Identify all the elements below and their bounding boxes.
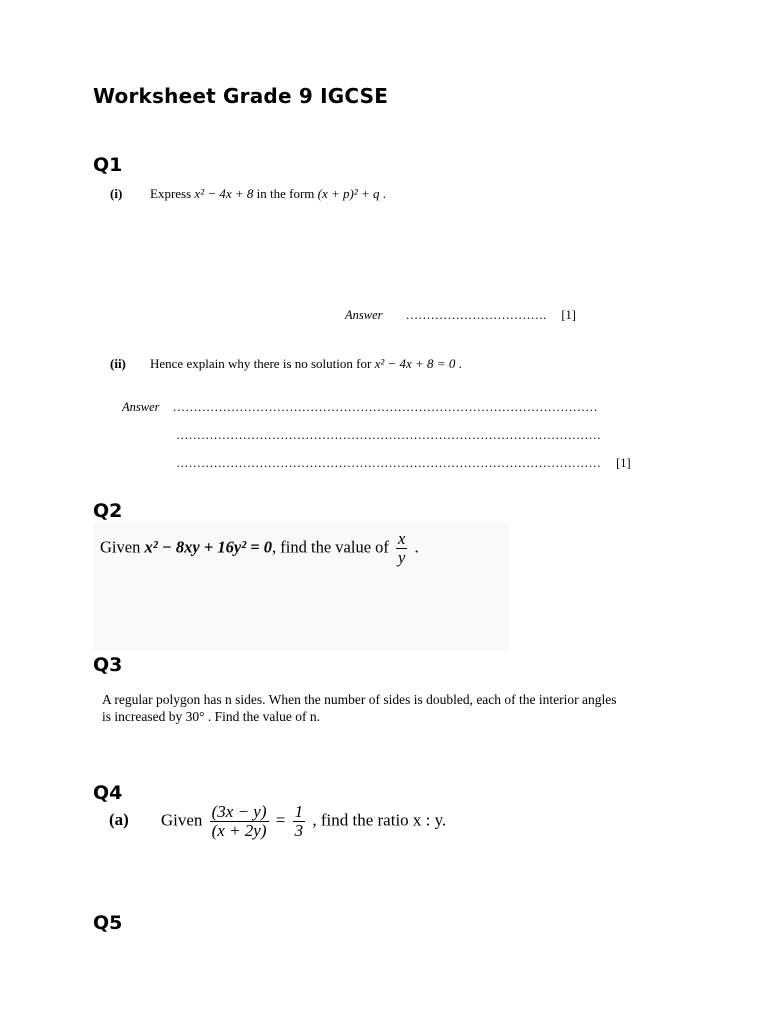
q1-part-ii-end: . [455,356,462,371]
q4-rhs-fraction [293,803,306,840]
q4-heading: Q4 [93,782,123,804]
q4-eq: = [271,810,290,830]
q4-pre: Given [160,810,207,830]
q1-ii-answer-row-1 [122,400,598,415]
mark: [1] [561,308,576,322]
q4-rhs-den: 3 [294,821,304,840]
q4-label: (a) [109,810,129,830]
answer-dots: ……………………………. [405,308,547,322]
q1-part-i-text [150,186,386,202]
q1-part-ii-expr: x² − 4x + 8 = 0 [374,356,456,371]
q4-rhs-num: 1 [294,802,304,821]
q5-heading: Q5 [93,912,123,934]
q2-text [100,530,419,567]
answer-label: Answer [345,308,383,322]
q1-part-i-end: . [379,186,387,201]
q1-part-i-expr: x² − 4x + 8 [194,186,254,201]
q2-frac-den: y [398,548,406,567]
q3-heading: Q3 [93,654,123,676]
q1-part-i-mid: in the form [253,186,318,201]
q1-i-answer-row [345,308,576,323]
answer-dots: ………………………………………………………………………………………… [176,456,601,470]
q1-part-i-form: (x + p)² + q [317,186,380,201]
answer-dots: ………………………………………………………………………………………… [176,428,601,442]
q3-line-2: is increased by 30° . Find the value of n. [102,709,320,724]
q2-frac-num: x [398,529,406,548]
q1-part-i-pre: Express [150,186,195,201]
q2-fraction [396,530,407,567]
q4-end: , find the ratio x : y. [308,810,447,830]
q1-heading: Q1 [93,154,123,176]
q1-part-ii-pre: Hence explain why there is no solution for [150,356,375,371]
q3-text [102,691,617,725]
q4-frac-den: (x + 2y) [211,821,267,840]
mark: [1] [616,456,631,470]
q2-heading: Q2 [93,500,123,522]
q1-part-ii-text [150,356,462,372]
q3-line-1: A regular polygon has n sides. When the number of sides is doubled, each of the interior angles [102,692,617,707]
q4-text [109,803,446,840]
q1-part-ii-label: (ii) [110,356,126,371]
q2-expr: x² − 8xy + 16y² = 0 [144,537,273,557]
q1-ii-answer-row-2 [176,428,601,443]
q4-frac-num: (3x − y) [211,802,267,821]
q2-mid: , find the value of [272,537,394,557]
q1-ii-answer-row-3 [176,456,631,471]
answer-label: Answer [122,400,160,414]
q1-part-i-label: (i) [110,186,123,201]
q4-fraction [210,803,269,840]
q2-end: . [410,537,419,557]
answer-dots: ………………………………………………………………………………………… [172,400,598,414]
q2-pre: Given [100,537,145,557]
page-title: Worksheet Grade 9 IGCSE [93,84,389,108]
